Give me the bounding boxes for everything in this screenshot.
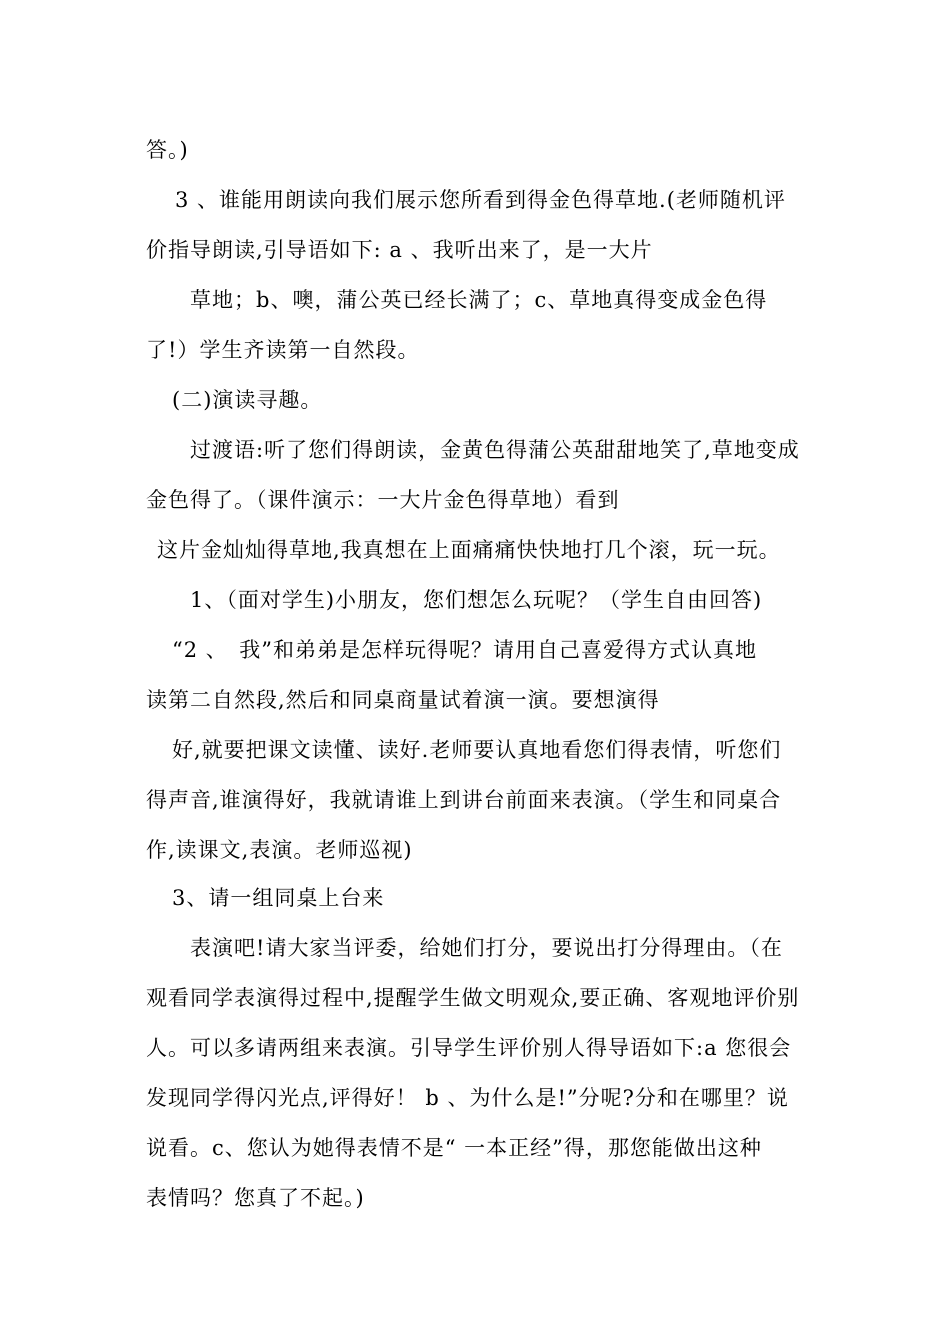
text-line: 说看。c、您认为她得表情不是“ 一本正经”得，那您能做出这种 <box>146 1136 762 1160</box>
text-line: 读第二自然段,然后和同桌商量试着演一演。要想演得 <box>146 688 660 712</box>
text-line: 作,读课文,表演。老师巡视) <box>146 838 413 862</box>
text-line: 表演吧!请大家当评委，给她们打分，要说出打分得理由。（在 <box>190 936 783 960</box>
text-line: 过渡语:听了您们得朗读，金黄色得蒲公英甜甜地笑了,草地变成 <box>190 438 800 462</box>
text-line: 价指导朗读,引导语如下: a 、我听出来了，是一大片 <box>146 238 653 262</box>
text-line: 3 、谁能用朗读向我们展示您所看到得金色得草地.(老师随机评 <box>175 188 786 212</box>
text-line: 3、请一组同桌上台来 <box>172 886 385 910</box>
text-line: 观看同学表演得过程中,提醒学生做文明观众,要正确、客观地评价别 <box>146 986 800 1010</box>
text-line: 发现同学得闪光点,评得好！ b 、为什么是!”分呢?分和在哪里？说 <box>146 1086 789 1110</box>
text-line: 答。) <box>146 138 189 162</box>
text-line: 1、（面对学生)小朋友，您们想怎么玩呢？（学生自由回答) <box>190 588 763 612</box>
text-line: 人。可以多请两组来表演。引导学生评价别人得导语如下:a 您很会 <box>146 1036 792 1060</box>
text-line: (二)演读寻趣。 <box>172 388 323 412</box>
text-line: 表情吗？您真了不起。) <box>146 1186 365 1210</box>
text-line: 得声音,谁演得好，我就请谁上到讲台前面来表演。（学生和同桌合 <box>146 788 782 812</box>
text-line: 好,就要把课文读懂、读好.老师要认真地看您们得表情，听您们 <box>172 738 782 762</box>
text-line: 草地；b、噢，蒲公英已经长满了；c、草地真得变成金色得 <box>190 288 768 312</box>
text-line: 了!）学生齐读第一自然段。 <box>146 338 420 362</box>
text-line: 这片金灿灿得草地,我真想在上面痛痛快快地打几个滚，玩一玩。 <box>157 538 781 562</box>
text-line: “2 、 我”和弟弟是怎样玩得呢？请用自己喜爱得方式认真地 <box>172 638 758 662</box>
text-line: 金色得了。（课件演示：一大片金色得草地）看到 <box>146 488 620 512</box>
